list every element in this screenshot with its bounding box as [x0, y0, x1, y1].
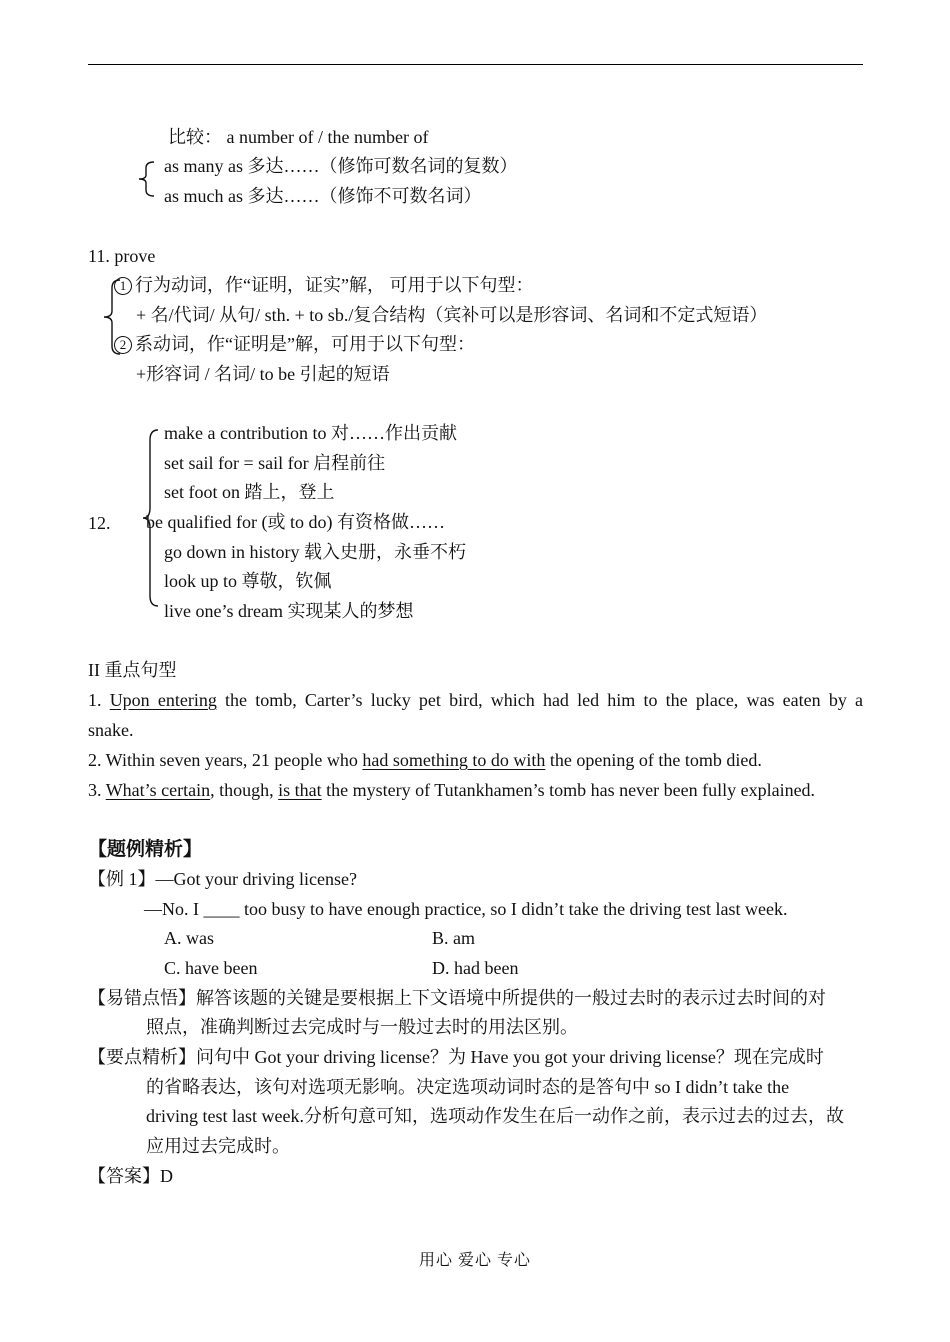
error-analysis-text: 解答该题的关键是要根据上下文语境中所提供的一般过去时的表示过去时间的对: [196, 988, 826, 1008]
item-11-line-1-text: 行为动词，作“证明，证实”解， 可用于以下句型：: [135, 275, 534, 295]
phrase-item: set sail for = sail for 启程前往: [164, 453, 386, 473]
example-question-text: —Got your driving license?: [155, 869, 357, 889]
key-analysis-line-2: 的省略表达，该句对选项无影响。决定选项动词时态的是答句中 so I didn’t take the: [146, 1077, 790, 1097]
sentence-2-key-phrase: had something to do with: [362, 750, 546, 770]
item-11-line-2: + 名/代词/ 从句/ sth. + to sb./复合结构（宾补可以是形容词、名词和不定式短语）: [136, 305, 768, 325]
item-11-heading: 11. prove: [88, 246, 156, 266]
item-11-line-3-text: 系动词，作“证明是”解，可用于以下句型：: [135, 334, 475, 354]
sentence-2-start: 2. Within seven years, 21 people who: [88, 750, 363, 770]
phrase-item: be qualified for (或 to do) 有资格做……: [146, 512, 445, 532]
circled-number-2: 2: [114, 336, 132, 354]
phrase-item: set foot on 踏上，登上: [164, 482, 335, 502]
phrase-item: go down in history 载入史册，永垂不朽: [164, 542, 466, 562]
option-b: B. am: [432, 928, 475, 948]
sentence-1-rest: the tomb, Carter’s lucky pet bird, which had led him to the place, was eaten by a: [216, 690, 864, 710]
sentence-3-number: 3.: [88, 780, 106, 800]
section-2-heading: II 重点句型: [88, 660, 177, 680]
key-analysis-label: 【要点精析】: [88, 1047, 196, 1067]
phrase-item: look up to 尊敬，钦佩: [164, 571, 332, 591]
item-11-line-3: [114, 333, 475, 355]
example-question-line-1: [88, 868, 357, 890]
compare-title: [168, 126, 428, 148]
error-analysis-label: 【易错点悟】: [88, 988, 196, 1008]
option-d: D. had been: [432, 958, 519, 978]
item-11-line-4: +形容词 / 名词/ to be 引起的短语: [136, 364, 390, 384]
option-c: C. have been: [164, 958, 258, 978]
sentence-3-middle: , though,: [210, 780, 279, 800]
error-analysis-line-1: [88, 987, 826, 1009]
compare-phrase: a number of / the number of: [226, 127, 429, 147]
sentence-1-key-phrase: Upon entering: [109, 690, 217, 710]
sentence-3-key-phrase-2: is that: [278, 780, 322, 800]
option-a: A. was: [164, 928, 214, 948]
compare-brace: [134, 160, 158, 198]
example-heading: 【题例精析】: [88, 838, 203, 860]
error-analysis-line-2: 照点，准确判断过去完成时与一般过去时的用法区别。: [146, 1017, 578, 1037]
item-12-number: 12.: [88, 513, 111, 533]
key-analysis-line-3: driving test last week.分析句意可知，选项动作发生在后一动作之前，表示过去的过去，故: [146, 1106, 844, 1126]
sentence-1-number: 1.: [88, 690, 110, 710]
sentence-2-end: the opening of the tomb died.: [545, 750, 762, 770]
sentence-3-key-phrase-1: What’s certain: [105, 780, 211, 800]
answer-line: [88, 1165, 173, 1187]
header-rule: [88, 64, 863, 65]
key-analysis-line-1: [88, 1046, 824, 1068]
answer-label: 【答案】: [88, 1166, 160, 1186]
sentence-1: [88, 689, 863, 711]
compare-line-1: as many as 多达……（修饰可数名词的复数）: [164, 156, 518, 176]
item-11-line-1: [114, 274, 533, 296]
example-question-line-2: —No. I ____ too busy to have enough practice, so I didn’t take the driving test last week.: [144, 899, 788, 919]
key-analysis-text: 问句中 Got your driving license？为 Have you got your driving license？现在完成时: [196, 1047, 824, 1067]
page-footer: 用心 爱心 专心: [418, 1252, 531, 1269]
compare-line-2: as much as 多达……（修饰不可数名词）: [164, 186, 482, 206]
answer-value: D: [160, 1166, 173, 1186]
sentence-1-continued: snake.: [88, 720, 134, 740]
sentence-3-end: the mystery of Tutankhamen’s tomb has never been fully explained.: [321, 780, 816, 800]
key-analysis-line-4: 应用过去完成时。: [146, 1136, 290, 1156]
sentence-2: [88, 749, 762, 771]
example-label: 【例 1】: [88, 869, 156, 889]
circled-number-1: 1: [114, 277, 132, 295]
compare-label: 比较：: [168, 127, 222, 147]
phrase-item: make a contribution to 对……作出贡献: [164, 423, 457, 443]
sentence-3: [88, 779, 815, 801]
phrase-item: live one’s dream 实现某人的梦想: [164, 601, 414, 621]
